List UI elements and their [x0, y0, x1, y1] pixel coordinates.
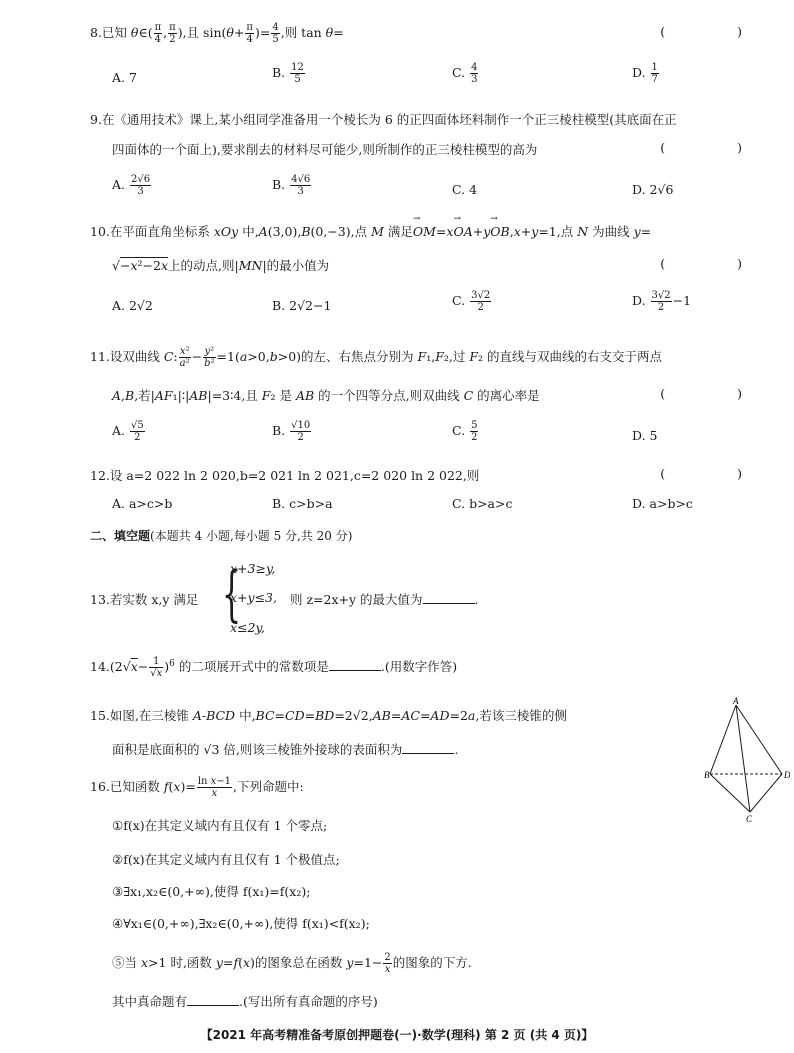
q11-line2: A,B,若|AF₁|∶|AB|=3∶4,且 F₂ 是 AB 的一个四等分点,则双曲线 C 的离心率是 — [112, 388, 540, 403]
label-c: C — [746, 814, 753, 822]
q14-answer-blank[interactable] — [329, 658, 381, 671]
q15-line1: 15.如图,在三棱锥 A-BCD 中,BC=CD=BD=2√2,AB=AC=AD=2a,若该三棱锥的侧 — [90, 708, 567, 723]
q14-text: 的二项展开式中的常数项是 — [178, 659, 329, 674]
q8-option-c: C. $\frac{4}{3}$ — [452, 62, 478, 85]
q13-constraint-1: x+3≥y, — [230, 561, 276, 576]
q16-stem: 16.已知函数 f(x)= $\frac{\text{ln x−1}}{x}$ ,下列命题中: — [90, 776, 304, 799]
q11-option-a: A. $\frac{√5}{2}$ — [112, 420, 144, 443]
section-heading — [90, 527, 352, 544]
q13-constraint-3: x≤2y, — [230, 620, 265, 635]
q15-answer-blank[interactable] — [402, 741, 454, 754]
q11-answer-bracket: ( ) — [660, 386, 776, 401]
q11-option-c: C. $\frac{5}{2}$ — [452, 420, 478, 443]
q8-stem: 8.已知 θ∈( $\frac{\pi}{4}$ , $\frac{\pi}{2}$ ),且 sin(θ+ $\frac{\pi}{4}$ )= $\frac{4}{5}$ ,则 tan θ= — [90, 22, 344, 45]
q9-line1: 9.在《通用技术》课上,某小组同学准备用一个棱长为 6 的正四面体坯料制作一个正三棱柱模型(其底面在正 — [90, 112, 677, 127]
edge-ab — [710, 705, 736, 774]
q16-item-4: ④∀x₁∈(0,+∞),∃x₂∈(0,+∞),使得 f(x₁)<f(x₂); — [112, 916, 370, 931]
q12-stem: 12.设 a=2 022 ln 2 020,b=2 021 ln 2 021,c=2 020 ln 2 022,则 — [90, 468, 480, 483]
q9-option-c: C. 4 — [452, 182, 478, 197]
q16-item-1: ①f(x)在其定义域内有且仅有 1 个零点; — [112, 818, 328, 833]
edge-cd — [750, 774, 782, 812]
q16-item-2: ②f(x)在其定义域内有且仅有 1 个极值点; — [112, 852, 340, 867]
q8-option-b: B. $\frac{12}{5}$ — [272, 62, 304, 85]
q9-option-d: D. 2√6 — [632, 182, 674, 197]
q16-tail — [112, 992, 378, 1010]
q16-tail-a: 其中真命题有 — [112, 994, 188, 1009]
q15-line2-text: 面积是底面积的 √3 倍,则该三棱锥外接球的表面积为 — [112, 742, 403, 757]
q11-line1: 11.设双曲线 C: $\frac{\text{x²}}{\text{a²}}$ − $\frac{\text{y²}}{\text{b²}}$ =1(a>0,b>0)的左、右焦点分别为 F₁,F₂,过 F₂ 的直线与双曲线的右支交于两点 — [90, 346, 663, 369]
section-note: (本题共 4 小题,每小题 5 分,共 20 分) — [150, 529, 353, 543]
q15-line2 — [112, 740, 458, 758]
label-a: A — [733, 696, 739, 706]
q8-option-d: D. $\frac{1}{7}$ — [632, 62, 658, 85]
q12-option-d: D. a>b>c — [632, 496, 693, 511]
q12-option-b: B. c>b>a — [272, 496, 333, 511]
q16-item-5: ⑤当 x>1 时,函数 y=f(x)的图象总在函数 y=1− $\frac{2}{x}$ 的图象的下方. — [112, 952, 472, 975]
q13-end: . — [474, 592, 479, 607]
page-footer: 【2021 年高考精准备考原创押题卷(一)·数学(理科) 第 2 页 (共 4 页)】 — [200, 1028, 594, 1042]
q16-item-3: ③∃x₁,x₂∈(0,+∞),使得 f(x₁)=f(x₂); — [112, 884, 311, 899]
q16-answer-blank[interactable] — [187, 993, 239, 1006]
q12-option-a: A. a>c>b — [112, 496, 173, 511]
q8-answer-bracket: ( ) — [660, 24, 776, 39]
q14-end: .(用数字作答) — [380, 659, 458, 674]
tetrahedron-figure — [704, 696, 790, 822]
q9-line2: 四面体的一个面上),要求削去的材料尽可能少,则所制作的正三棱柱模型的高为 — [112, 142, 538, 157]
q13-stem-a: 13.若实数 x,y 满足 — [90, 592, 199, 607]
label-d: D — [784, 770, 790, 780]
q13-brace: { — [222, 559, 242, 629]
section-title: 二、填空题 — [90, 529, 151, 543]
q13-constraint-2: x+y≤3, — [230, 590, 277, 605]
q11-option-b: B. $\frac{√10}{2}$ — [272, 420, 311, 443]
q9-option-b: B. $\frac{4√6}{3}$ — [272, 174, 311, 197]
q10-option-d: D. $\frac{3√2}{2}$ −1 — [632, 290, 692, 313]
q12-option-c: C. b>a>c — [452, 496, 513, 511]
q16-tail-b: .(写出所有真命题的序号) — [239, 994, 378, 1009]
q13-stem-b — [290, 590, 479, 608]
q10-option-a: A. 2√2 — [112, 298, 153, 313]
q9-answer-bracket: ( ) — [660, 140, 776, 155]
q10-option-b: B. 2√2−1 — [272, 298, 332, 313]
q8-option-a: A. 7 — [112, 70, 137, 85]
edge-ad — [736, 705, 782, 774]
q13-stem-b-text: 则 z=2x+y 的最大值为 — [290, 592, 423, 607]
q9-option-a: A. $\frac{2√6}{3}$ — [112, 174, 151, 197]
label-b: B — [704, 770, 710, 780]
q15-end: . — [454, 742, 459, 757]
edge-bc — [710, 774, 750, 812]
q10-answer-bracket: ( ) — [660, 256, 776, 271]
q12-answer-bracket: ( ) — [660, 466, 776, 481]
q13-answer-blank[interactable] — [423, 591, 475, 604]
q11-option-d: D. 5 — [632, 428, 658, 443]
edge-ac — [736, 705, 750, 812]
q10-option-c: C. $\frac{3√2}{2}$ — [452, 290, 491, 313]
q10-line2: √−x²−2x上的动点,则|MN|的最小值为 — [112, 258, 330, 273]
q14-line: 14.(2√x− $\frac{1}{√x}$ )$^6$ 的二项展开式中的常数项是 .(用数字作答) — [90, 656, 458, 679]
q10-line1: 10.在平面直角坐标系 xOy 中,A(3,0),B(0,−3),点 M 满足→ OM=x→ OA+y→ OB,x+y=1,点 N 为曲线 y= — [90, 222, 651, 240]
